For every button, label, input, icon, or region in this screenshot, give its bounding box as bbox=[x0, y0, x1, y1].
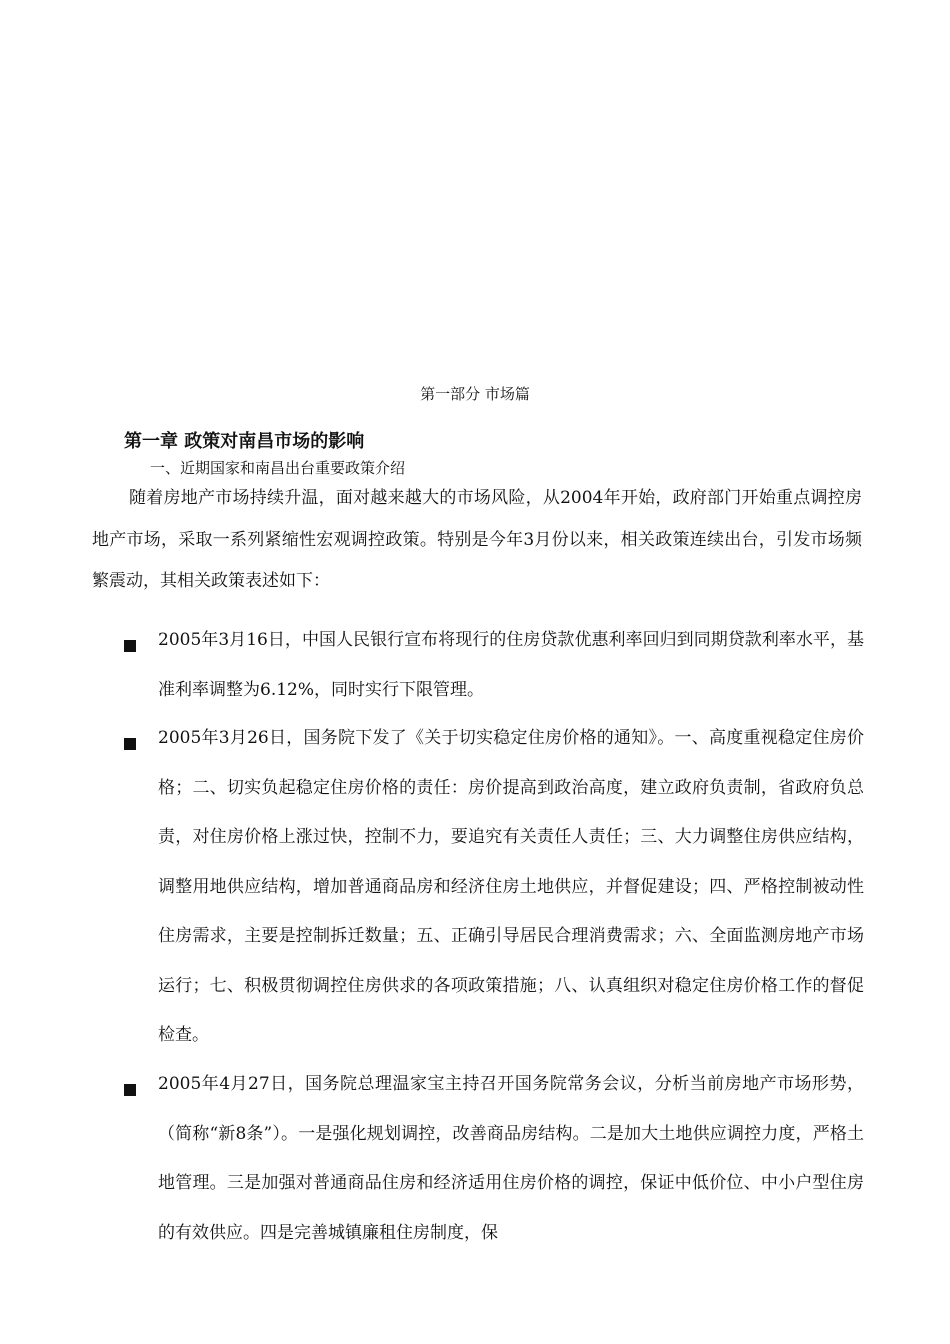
bullet-text: 2005年4月27日，国务院总理温家宝主持召开国务院常务会议，分析当前房地产市场形势，（简称“新8条”）。一是强化规划调控，改善商品房结构。二是加大土地供应调控力度，严格土地管理。三是加强对普通商品住房和经济适用住房价格的调控，保证中低价位、中小户型住房的有效供应。四是完善城镇廉租住房制度，保 bbox=[158, 1074, 864, 1243]
chapter-heading: 第一章 政策对南昌市场的影响 bbox=[124, 431, 365, 452]
bullet-item bbox=[124, 1074, 864, 1272]
page-title: 第一部分 市场篇 bbox=[420, 385, 530, 403]
square-bullet-icon bbox=[124, 1084, 136, 1096]
square-bullet-icon bbox=[124, 640, 136, 652]
square-bullet-icon bbox=[124, 738, 136, 750]
bullet-text: 2005年3月26日，国务院下发了《关于切实稳定住房价格的通知》。一、高度重视稳定住房价格；二、切实负起稳定住房价格的责任：房价提高到政治高度，建立政府负责制，省政府负总责，对住房价格上涨过快，控制不力，要追究有关责任人责任；三、大力调整住房供应结构，调整用地供应结构，增加普通商品房和经济住房土地供应，并督促建设；四、严格控制被动性住房需求，主要是控制拆迁数量；五、正确引导居民合理消费需求；六、全面监测房地产市场运行；七、积极贯彻调控住房供求的各项政策措施；八、认真组织对稳定住房价格工作的督促检查。 bbox=[158, 728, 864, 1045]
intro-paragraph: 随着房地产市场持续升温，面对越来越大的市场风险，从2004年开始，政府部门开始重点调控房地产市场，采取一系列紧缩性宏观调控政策。特别是今年3月份以来，相关政策连续出台，引发市场频繁震动，其相关政策表述如下： bbox=[92, 488, 862, 591]
bullet-text: 2005年3月16日，中国人民银行宣布将现行的住房贷款优惠利率回归到同期贷款利率水平，基准利率调整为6.12%，同时实行下限管理。 bbox=[158, 630, 864, 700]
bullet-item bbox=[124, 728, 864, 1075]
section-heading: 一、近期国家和南昌出台重要政策介绍 bbox=[150, 459, 406, 477]
